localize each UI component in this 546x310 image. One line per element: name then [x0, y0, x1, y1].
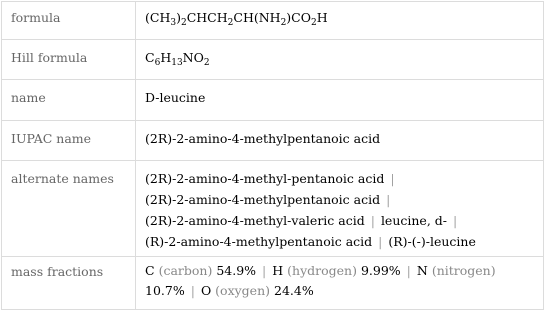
formula-subscript: 2 [280, 18, 287, 28]
element-name: (carbon) [158, 263, 213, 278]
hill-formula-value [136, 40, 544, 80]
hill-formula-row [2, 40, 544, 80]
formula-subscript: 2 [227, 18, 234, 28]
formula-text: )CO [286, 10, 311, 25]
formula-subscript: 2 [180, 18, 187, 28]
hill-subscript: 13 [171, 58, 183, 68]
alternate-names-row [2, 161, 544, 257]
formula-value [136, 2, 544, 40]
element-name: (nitrogen) [431, 263, 496, 278]
formula-text: (CH [145, 10, 171, 25]
properties-table [1, 1, 544, 310]
formula-text: ) [176, 10, 181, 25]
element-percent: 9.99% [360, 263, 401, 278]
formula-row [2, 2, 544, 40]
separator: | [453, 213, 458, 228]
alternate-name: (2R)-2-amino-4-methyl-pentanoic acid [145, 171, 385, 186]
alternate-name: (2R)-2-amino-4-methyl-valeric acid [145, 213, 365, 228]
element-symbol: O [200, 283, 212, 298]
iupac-row [2, 121, 544, 161]
element-percent: 10.7% [145, 283, 185, 298]
hill-formula-label: Hill formula [2, 40, 136, 80]
alternate-name: (2R)-2-amino-4-methylpentanoic acid [145, 192, 381, 207]
alternate-name: leucine, d- [380, 213, 448, 228]
element-symbol: C [145, 263, 155, 278]
element-name: (oxygen) [215, 283, 271, 298]
formula-text: CH(NH [233, 10, 281, 25]
hill-subscript: 6 [154, 58, 161, 68]
separator: | [378, 234, 383, 249]
mass-fractions-value [136, 257, 544, 310]
separator: | [390, 171, 395, 186]
alternate-names-value [136, 161, 544, 257]
element-symbol: N [416, 263, 428, 278]
formula-text: H [316, 10, 328, 25]
hill-subscript: 2 [203, 58, 210, 68]
mass-fractions-label: mass fractions [2, 257, 136, 310]
element-percent: 24.4% [274, 283, 314, 298]
name-value: D-leucine [136, 80, 544, 121]
iupac-value: (2R)-2-amino-4-methylpentanoic acid [136, 121, 544, 161]
name-row [2, 80, 544, 121]
formula-label: formula [2, 2, 136, 40]
element-percent: 54.9% [216, 263, 257, 278]
formula-text: CHCH [186, 10, 228, 25]
formula-subscript: 2 [311, 18, 317, 28]
alternate-name: (R)-2-amino-4-methylpentanoic acid [145, 234, 373, 249]
hill-text: C [145, 50, 155, 65]
separator: | [406, 263, 411, 278]
element-symbol: H [272, 263, 284, 278]
name-label: name [2, 80, 136, 121]
hill-text: NO [182, 50, 204, 65]
alternate-names-label: alternate names [2, 161, 136, 257]
formula-subscript: 3 [170, 18, 177, 28]
separator: | [262, 263, 267, 278]
mass-fractions-row [2, 257, 544, 310]
separator: | [370, 213, 375, 228]
separator: | [386, 192, 391, 207]
alternate-name: (R)-(-)-leucine [388, 234, 476, 249]
iupac-label: IUPAC name [2, 121, 136, 161]
element-name: (hydrogen) [287, 263, 357, 278]
separator: | [190, 283, 195, 298]
hill-text: H [160, 50, 172, 65]
